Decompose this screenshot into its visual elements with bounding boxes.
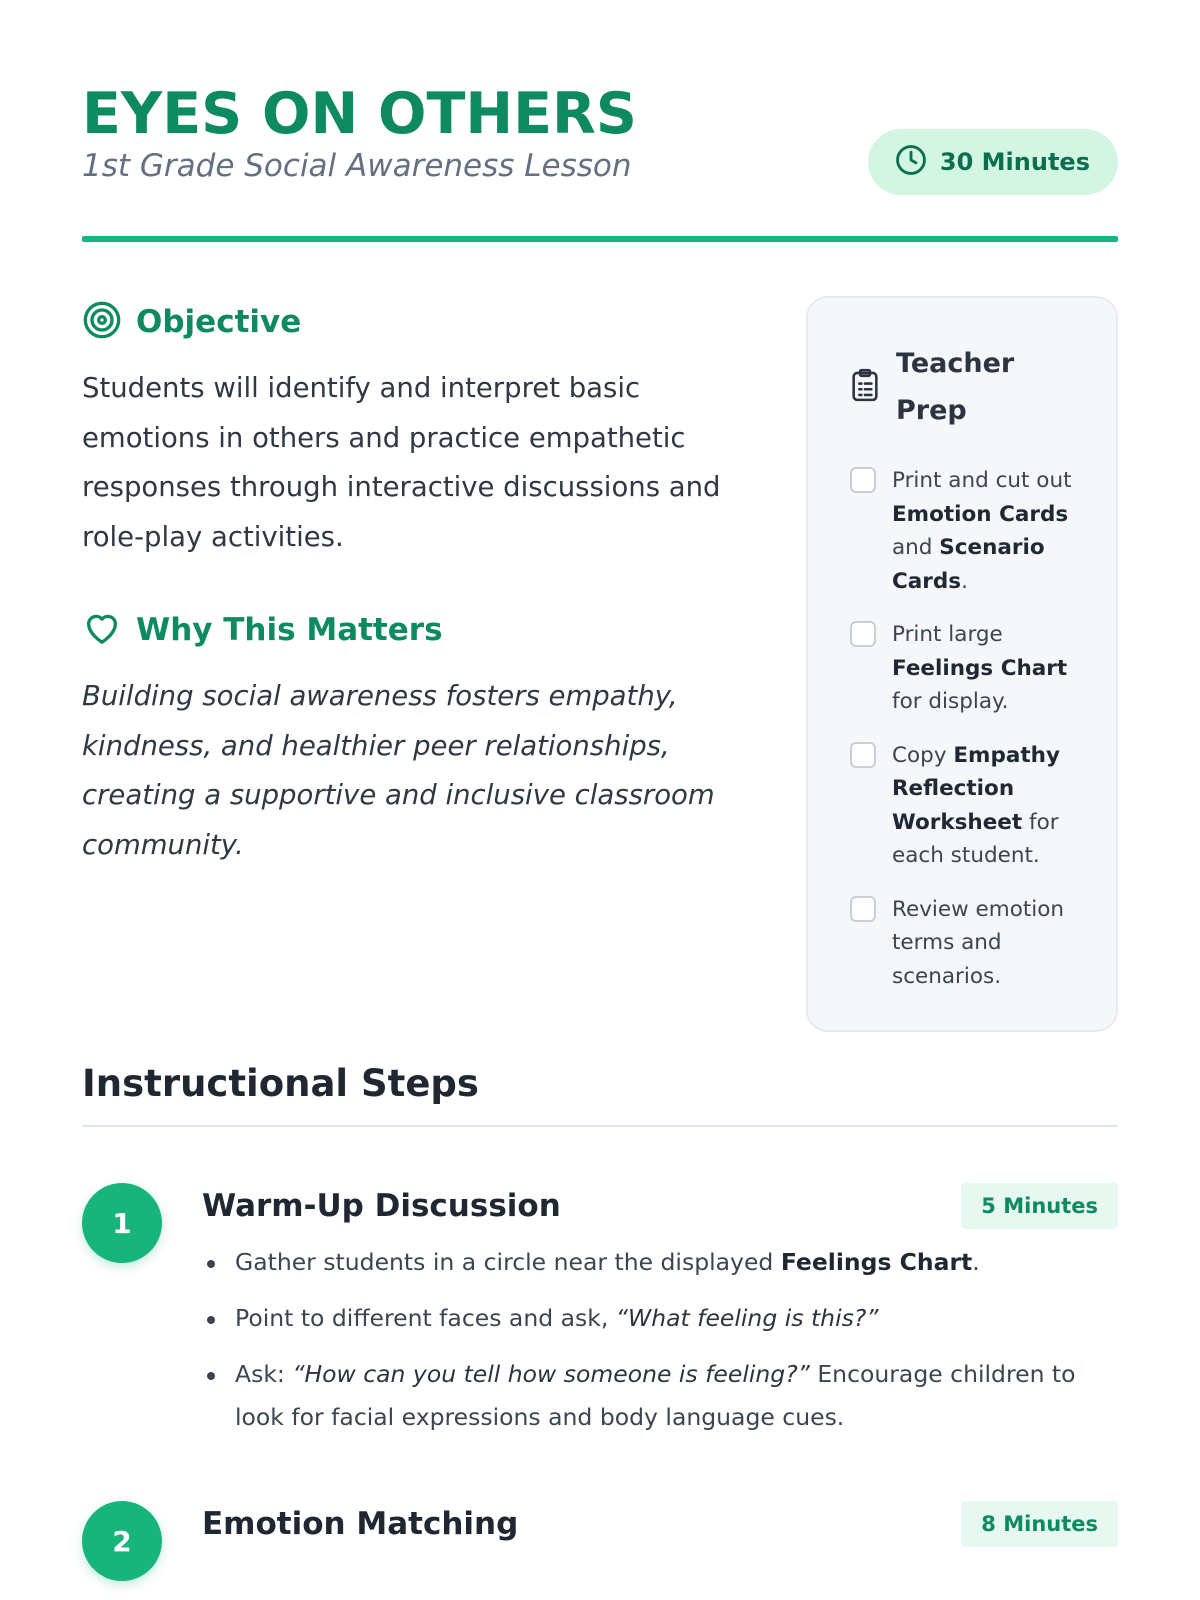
- step-bullet: Ask: “How can you tell how someone is feeling?” Encourage children to look for facial expressions and body language cues.: [202, 1353, 1118, 1439]
- steps-heading: Instructional Steps: [82, 1062, 479, 1105]
- prep-item: [850, 618, 1076, 719]
- clock-icon: [894, 143, 928, 181]
- heart-icon: [82, 608, 122, 652]
- instructional-steps: [82, 1062, 1118, 1558]
- step-item: [82, 1501, 1118, 1558]
- step-bullet: Gather students in a circle near the displayed Feelings Chart.: [202, 1241, 1118, 1284]
- prep-item: [850, 464, 1076, 598]
- step-number: 1: [82, 1183, 162, 1263]
- duration-badge: [868, 129, 1118, 195]
- prep-item-text: Print and cut out Emotion Cards and Scenario Cards.: [892, 468, 1072, 594]
- prep-checklist: [850, 464, 1076, 993]
- step-title: Emotion Matching: [202, 1506, 519, 1542]
- objective-heading: [82, 300, 722, 344]
- step-title: Warm-Up Discussion: [202, 1188, 561, 1224]
- overview-section: [82, 242, 1118, 1062]
- step-number: 2: [82, 1501, 162, 1581]
- prep-checkbox[interactable]: [850, 742, 876, 768]
- overview-left-column: [82, 300, 722, 870]
- step-item: [82, 1183, 1118, 1439]
- prep-item-text: Print large Feelings Chart for display.: [892, 622, 1068, 714]
- prep-item-text: Copy Empathy Reflection Worksheet for each student.: [892, 742, 1060, 868]
- prep-item-text: Review emotion terms and scenarios.: [892, 896, 1065, 989]
- step-duration-badge: 5 Minutes: [961, 1183, 1118, 1229]
- why-heading-label: Why This Matters: [136, 612, 443, 648]
- steps-divider: [82, 1125, 1118, 1127]
- duration-label: 30 Minutes: [939, 148, 1090, 176]
- objective-text: Students will identify and interpret basic emotions in others and practice empathetic responses through interactive discussions and role-play activities.: [82, 372, 721, 553]
- prep-item: [850, 739, 1076, 873]
- teacher-prep-heading: [850, 340, 1076, 434]
- teacher-prep-card: [806, 296, 1118, 1032]
- prep-checkbox[interactable]: [850, 896, 876, 922]
- step-bullet: Point to different faces and ask, “What feeling is this?”: [202, 1297, 1118, 1340]
- step-header: [202, 1183, 1118, 1229]
- prep-item: [850, 893, 1076, 994]
- step-duration-badge: 8 Minutes: [961, 1501, 1118, 1547]
- lesson-subtitle: 1st Grade Social Awareness Lesson: [82, 148, 632, 184]
- lesson-header: [82, 0, 1118, 242]
- lesson-title: EYES ON OTHERS: [82, 81, 637, 147]
- prep-checkbox[interactable]: [850, 621, 876, 647]
- teacher-prep-heading-label: Teacher Prep: [896, 348, 1015, 426]
- target-icon: [82, 300, 122, 344]
- step-bullets: [202, 1241, 1118, 1439]
- objective-heading-label: Objective: [136, 304, 302, 340]
- why-heading: [82, 608, 722, 652]
- why-text: Building social awareness fosters empathy, kindness, and healthier peer relationships, creating a supportive and inclusive classroom community.: [82, 680, 715, 861]
- step-header: [202, 1501, 1118, 1547]
- prep-checkbox[interactable]: [850, 467, 876, 493]
- clipboard-icon: [850, 368, 880, 406]
